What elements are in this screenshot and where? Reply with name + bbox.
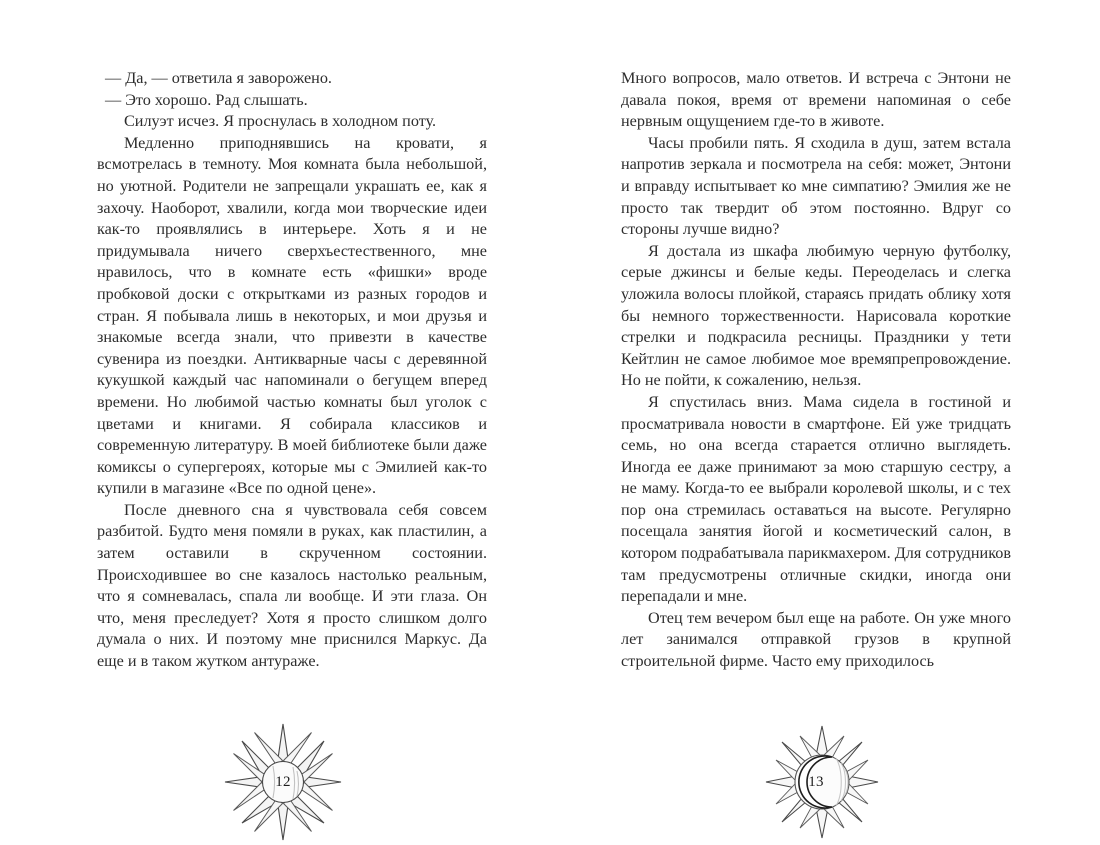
paragraph: Медленно приподнявшись на кровати, я всмотрелась в темноту. Моя комната была небольшой, но уютной. Родители не запрещали украшать ее, как я захочу. Наоборот, хвалили, когда мои творческие идеи как-то проявлялись в интерьере. Хоть я и не придумывала ничего сверхъестественного, мне нравилось, что в комнате есть «фишки» вроде пробковой доски с открытками из разных городов и стран. Я побывала лишь в некоторых, и мои друзья и знакомые всегда знали, что привезти в качестве сувенира из поездки. Антикварные часы с деревянной кукушкой каждый час напоминали о бегущем вперед времени. Но любимой частью комнаты был уголок с цветами и книгами. Я собирала классиков и современную литературу. В моей библиотеке были даже комиксы о супергероях, которые мы с Эмилией как-то купили в магазине «Все по одной цене». [97,133,487,498]
right-page-text-block [621,68,1011,673]
right-page-folio [762,722,882,842]
starburst-sun-icon [223,722,343,842]
paragraph: Часы пробили пять. Я сходила в душ, затем встала напротив зеркала и посмотрела на себя: может, Энтони и вправду испытывает ко мне симпатию? Эмилия же не просто так твердит об этом постоянно. Вдруг со стороны лучше видно? [621,133,1011,239]
right-page [550,0,1100,845]
page-number: 12 [275,773,291,790]
paragraph: — Да, — ответила я заворожено. [105,69,332,87]
paragraph: — Это хорошо. Рад слышать. [105,90,308,109]
paragraph: Силуэт исчез. Я проснулась в холодном поту. [124,112,437,131]
paragraph: После дневного сна я чувствовала себя совсем разбитой. Будто меня помяли в руках, как пластилин, а затем оставили в скрученном состоянии. Происходившее во сне казалось настолько реальным, что я сомневалась, спала ли вообще. И эти глаза. Он что, меня преследует? Хотя я просто слишком долго думала о них. И поэтому мне приснился Маркус. Да еще и в таком жутком антураже. [97,500,487,671]
left-page-folio [223,722,343,842]
paragraph: Я спустилась вниз. Мама сидела в гостиной и просматривала новости в смартфоне. Ей уже тридцать семь, но она всегда старается отлично выглядеть. Иногда ее даже принимают за мою старшую сестру, а не маму. Когда-то ее выбрали королевой школы, и с тех пор она стремилась оставаться на высоте. Регулярно посещала занятия йогой и косметический салон, в котором подрабатывала парикмахером. Для сотрудников там предусмотрены отличные скидки, иногда они перепадали и мне. [621,392,1011,606]
paragraph: Я достала из шкафа любимую черную футболку, серые джинсы и белые кеды. Переоделась и слегка уложила волосы плойкой, стараясь придать облику хотя бы немного торжественности. Нарисовала короткие стрелки и подкрасила ресницы. Праздники у тети Кейтлин не самое любимое мое времяпрепровождение. Но не пойти, к сожалению, нельзя. [621,241,1011,390]
paragraph: Много вопросов, мало ответов. И встреча с Энтони не давала покоя, время от времени напоминая о себе нервным ощущением где-то в животе. [621,69,1011,131]
sun-crescent-moon-icon [762,722,882,842]
page-number: 13 [808,773,824,790]
left-page-text-block [97,68,487,673]
paragraph: Отец тем вечером был еще на работе. Он уже много лет занимался отправкой грузов в крупной строительной фирме. Часто ему приходилось [621,608,1011,671]
